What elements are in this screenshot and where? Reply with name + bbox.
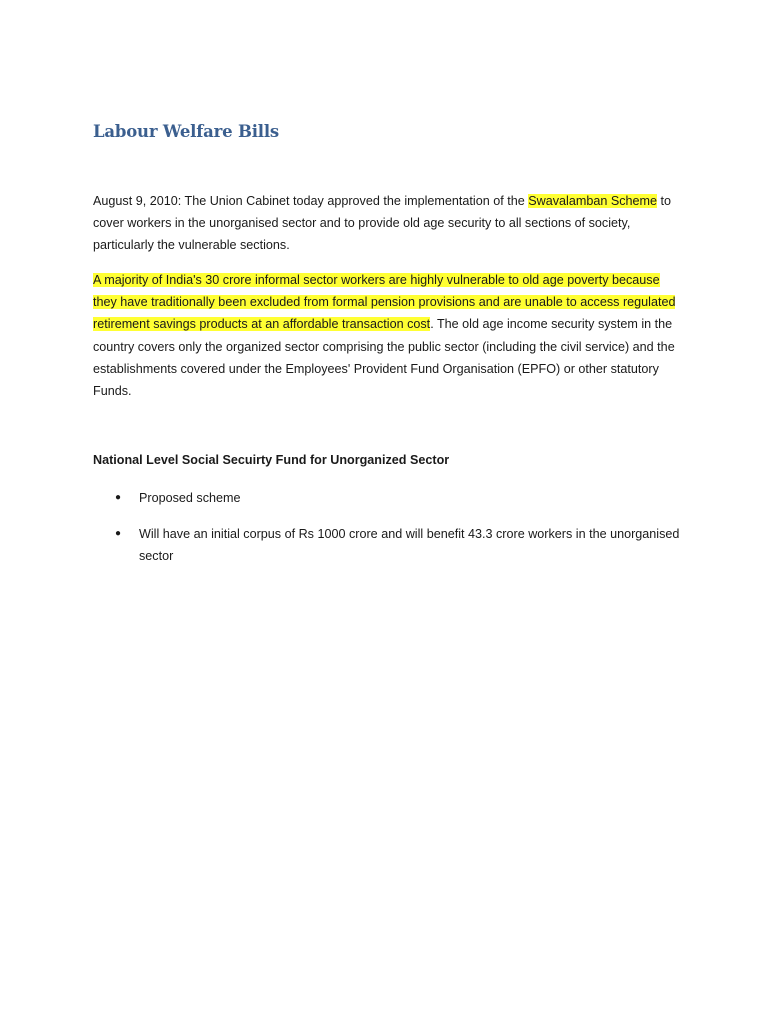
list-item-text: Will have an initial corpus of Rs 1000 crore and will benefit 43.3 crore workers in the unorganised sector <box>139 527 680 564</box>
highlighted-informal-sector-text: A majority of India's 30 crore informal sector workers are highly vulnerable to old age poverty because they have traditionally been excluded from formal pension provisions and are unable to access regulated retirement savings products at an affordable transaction cost <box>93 273 676 332</box>
bullet-icon: ● <box>115 528 122 540</box>
list-item <box>93 523 683 567</box>
paragraph-intro-text-end: to cover workers in the unorganised sector and to provide old age security to all sections of society, particularly the vulnerable sections. <box>93 194 672 253</box>
bullet-list <box>93 487 683 582</box>
bullet-icon: ● <box>115 492 122 503</box>
list-item-text: Proposed scheme <box>139 491 241 505</box>
paragraph-intro-text-start: August 9, 2010: The Union Cabinet today approved the implementation of the <box>93 194 529 208</box>
document-title: Labour Welfare Bills <box>93 122 279 141</box>
paragraph-informal-sector <box>93 269 683 402</box>
highlighted-scheme-name: Swavalamban Scheme <box>528 194 658 208</box>
paragraph-informal-sector-text-end: . The old age income security system in the country covers only the organized sector comprising the public sector (including the civil service) and the establishments covered under the Employees' Provident Fund Organisation (EPFO) or other statutory Funds. <box>93 317 675 399</box>
list-item <box>93 487 683 509</box>
section-heading: National Level Social Secuirty Fund for Unorganized Sector <box>93 453 450 467</box>
paragraph-intro <box>93 190 683 257</box>
